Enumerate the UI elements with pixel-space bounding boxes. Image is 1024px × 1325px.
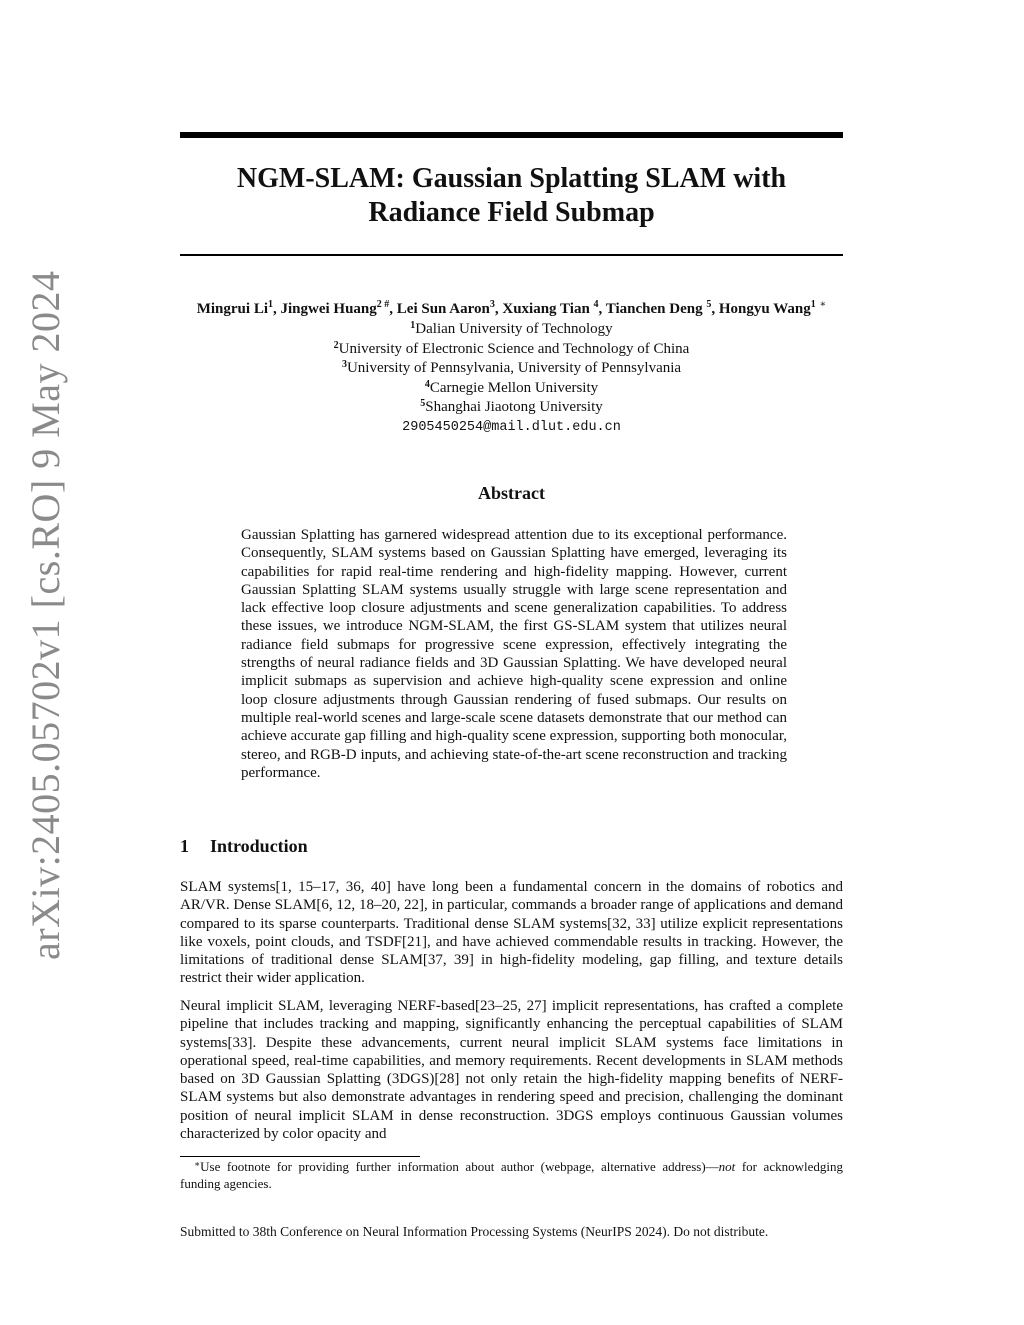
abstract-heading: Abstract (478, 483, 545, 503)
paper-title (180, 162, 843, 230)
affiliation-name: Shanghai Jiaotong University (425, 399, 603, 416)
affiliation-name: Dalian University of Technology (415, 321, 613, 337)
affiliation-name: University of Pennsylvania, University of Pennsylvania (346, 360, 682, 377)
author-name: Jingwei Huang (280, 301, 377, 317)
title-line-2: Radiance Field Submap (368, 197, 655, 228)
footnote (180, 1158, 843, 1192)
author-mark: 1 (810, 299, 816, 310)
affiliation (180, 340, 843, 360)
affiliation (180, 398, 843, 418)
footnote-emphasis: not (718, 1159, 736, 1174)
author-mark: 3 (489, 299, 495, 310)
section-number: 1 (180, 836, 189, 856)
affiliation (180, 320, 843, 340)
author-mark: 1 (268, 299, 273, 310)
author-list: Mingrui Li$^1$, Jingwei Huang$^{2 \#}$, Lei Sun Aaron$^3$, Xuxiang Tian $^4$, Tianchen Deng $^5$, Hongyu Wang$^1$ ∗ (196, 299, 827, 317)
author-name: Hongyu Wang (718, 301, 811, 317)
arxiv-sidebar-stamp: arXiv:2405.05702v1 [cs.RO] 9 May 2024 (23, 270, 68, 960)
footnote-text-end: for acknowledging funding agencies. (180, 1159, 843, 1191)
intro-paragraph-1: SLAM systems[1, 15–17, 36, 40] have long been a fundamental concern in the domains of robotics and AR/VR. Dense SLAM[6, 12, 18–20, 22], in particular, commands a broader range of applications and demand compared to its sparse counterparts. Traditional dense SLAM systems[32, 33] utilize explicit representations like voxels, point clouds, and TSDF[21], and have achieved commendable results in tracking. However, the limitations of traditional dense SLAM[37, 39] in high-fidelity modeling, gap filling, and texture details restrict their wider application. (180, 879, 843, 987)
affiliation (180, 359, 843, 379)
corresponding-star: ∗ (819, 299, 827, 310)
affiliation-mark: 5 (420, 398, 426, 410)
abstract-text: Gaussian Splatting has garnered widespread attention due to its exceptional performance. Consequently, SLAM systems based on Gaussian Splatting have emerged, leveraging its capabilities for rapid real-time rendering and high-fidelity mapping. However, current Gaussian Splatting SLAM systems usually struggle with large scene representation and lack effective loop closure adjustments and scene generalization capabilities. To address these issues, we introduce NGM-SLAM, the first GS-SLAM system that utilizes neural radiance field submaps for progressive scene expression, effectively integrating the strengths of neural radiance fields and 3D Gaussian Splatting. We have developed neural implicit submaps as supervision and achieve high-quality scene expression and online loop closure adjustments through Gaussian rendering of fused submaps. Our results on multiple real-world scenes and large-scale scene datasets demonstrate that our method can achieve accurate gap filling and high-quality scene expression, supporting both monocular, stereo, and RGB-D inputs, and achieving state-of-the-art scene reconstruction and tracking performance. (241, 527, 787, 781)
author-name: Lei Sun Aaron (396, 301, 490, 317)
section-title: Introduction (210, 836, 308, 856)
section-heading (180, 836, 308, 857)
title-top-rule (180, 132, 843, 138)
affiliation-name: Carnegie Mellon University (429, 379, 599, 396)
author-name: Tianchen Deng (605, 301, 703, 317)
affiliation-mark: 3 (341, 359, 347, 371)
affiliation-name: University of Electronic Science and Technology of China (338, 340, 690, 357)
footnote-mark: ∗ (194, 1159, 201, 1169)
affiliation (180, 379, 843, 399)
author-name: Xuxiang Tian (502, 301, 590, 317)
affiliation-list (180, 320, 843, 438)
footnote-rule (180, 1156, 420, 1157)
intro-paragraph-2: Neural implicit SLAM, leveraging NERF-based[23–25, 27] implicit representations, has crafted a complete pipeline that includes tracking and mapping, significantly enhancing the perceptual capabilities of SLAM systems[33]. Despite these advancements, current neural implicit SLAM systems face limitations in operational speed, real-time capabilities, and memory requirements. Recent developments in SLAM methods based on 3D Gaussian Splatting (3DGS)[28] not only retain the high-fidelity mapping benefits of NERF-SLAM systems but also demonstrate advantages in rendering speed and precision, challenging the dominant position of neural implicit SLAM in dense reconstruction. 3DGS employs continuous Gaussian volumes characterized by color opacity and (180, 998, 843, 1143)
title-line-1: NGM-SLAM: Gaussian Splatting SLAM with (236, 163, 787, 194)
author-name: Mingrui Li (196, 301, 268, 317)
author-mark: 2 # (376, 299, 390, 310)
affiliation-mark: 1 (410, 320, 416, 331)
author-mark: 5 (706, 299, 712, 310)
title-bottom-rule (180, 254, 843, 256)
footnote-text: Use footnote for providing further information about author (webpage, alternative address)— (200, 1159, 719, 1174)
submission-notice: Submitted to 38th Conference on Neural Information Processing Systems (NeurIPS 2024). Do not distribute. (180, 1224, 769, 1239)
author-mark: 4 (593, 299, 599, 310)
affiliation-mark: 4 (424, 378, 430, 390)
author-email: 2905450254@mail.dlut.edu.cn (402, 419, 621, 435)
affiliation-mark: 2 (333, 339, 339, 351)
